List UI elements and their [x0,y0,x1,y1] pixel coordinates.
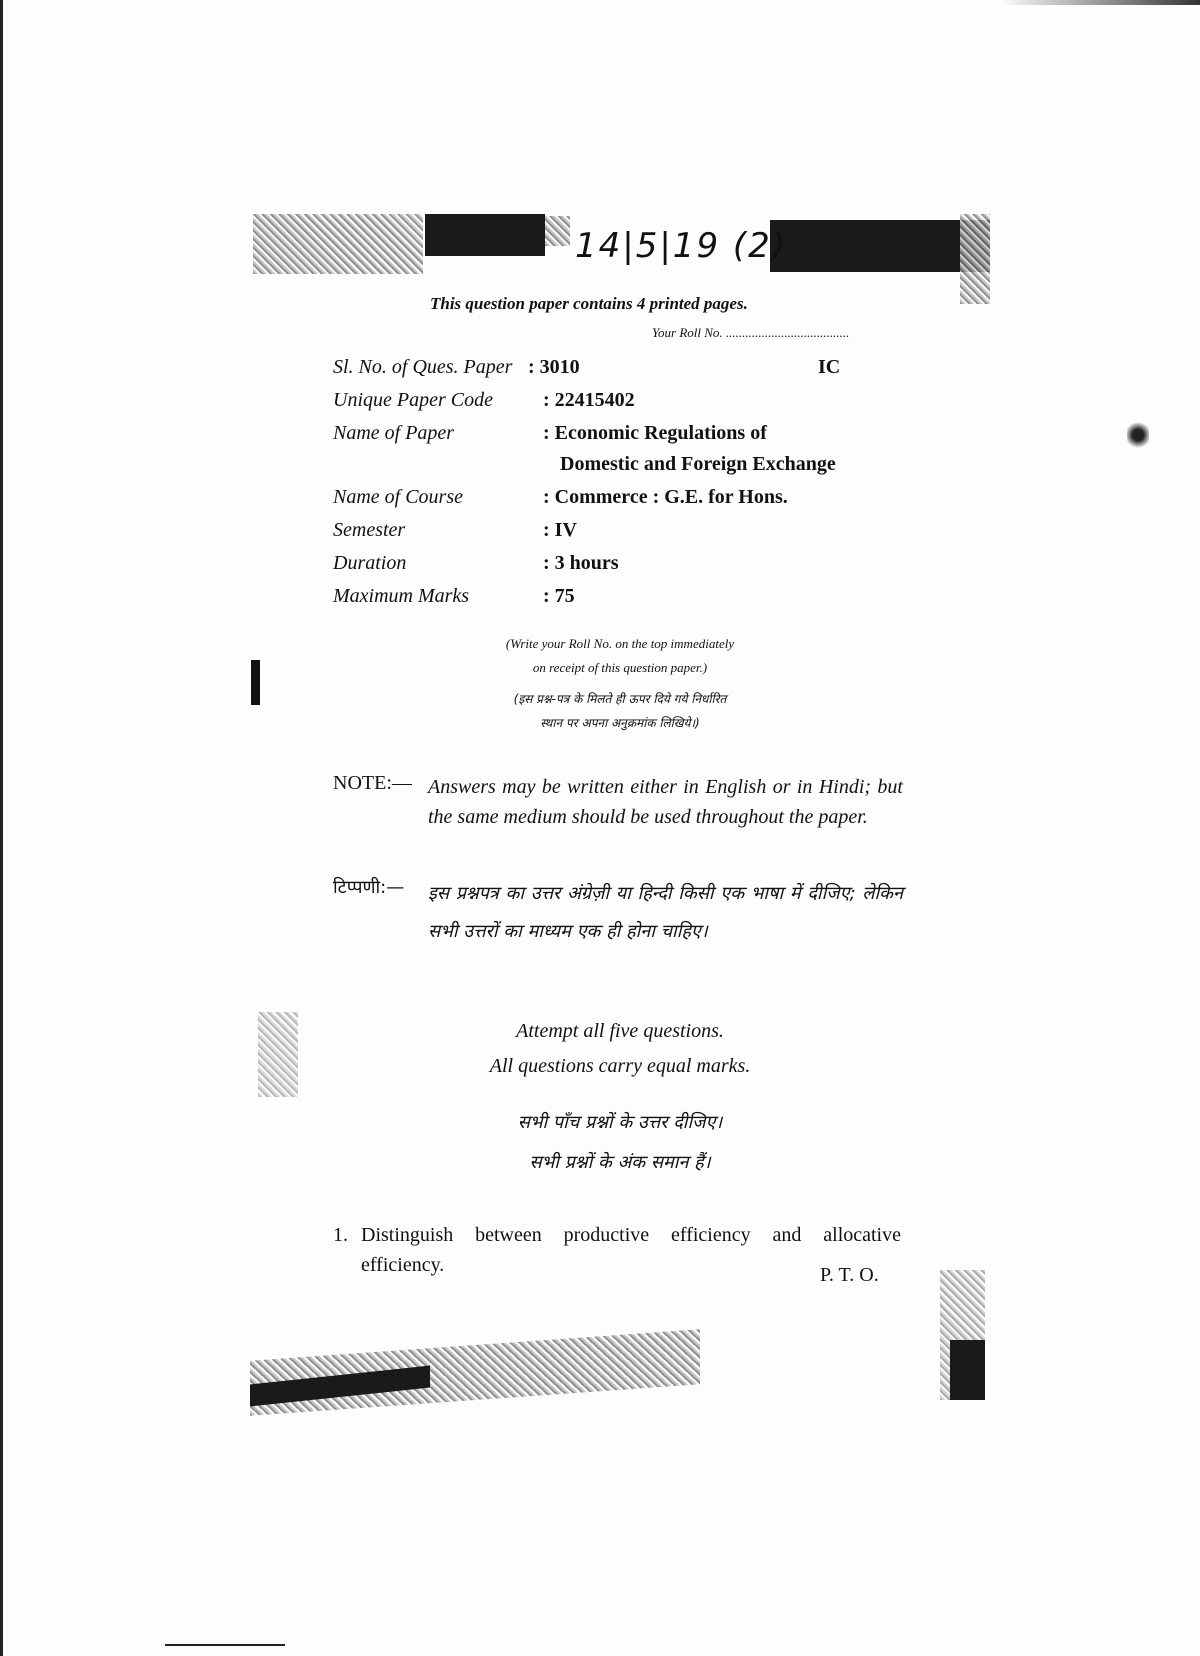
info-row-course [333,486,893,519]
info-row-sl-no [333,356,893,389]
paper-info-table [333,356,893,618]
redaction-bar-top-right [770,220,990,272]
course-value: : Commerce : G.E. for Hons. [543,486,788,508]
upc-value: : 22415402 [543,389,635,411]
attempt-all-line: Attempt all five questions. [516,1020,724,1042]
scan-noise-top-mid [545,216,570,246]
paper-name-label: Name of Paper [333,422,455,444]
roll-instruction-en-1: (Write your Roll No. on the top immediately [505,636,735,651]
info-row-upc [333,389,893,422]
info-row-marks [333,585,893,618]
duration-value: : 3 hours [543,552,619,574]
scan-noise-mid-left [258,1012,298,1097]
scan-smudge [1127,420,1149,450]
question-1-text: Distinguish between productive efficiency and allocative efficiency. [361,1224,901,1276]
note-text: Answers may be written either in English or in Hindi; but the same medium should be used throughout the paper. [428,776,903,828]
upc-label: Unique Paper Code [333,389,493,411]
scan-noise-top-right [960,214,990,304]
hindi-note-text: इस प्रश्नपत्र का उत्तर अंग्रेज़ी या हिन्दी किसी एक भाषा में दीजिए; लेकिन सभी उत्तरों का माध्यम एक ही होना चाहिए। [428,883,903,942]
semester-label: Semester [333,519,406,541]
scan-mark-bar [251,660,260,705]
scan-edge-top [1000,0,1200,5]
roll-instruction-en-2: on receipt of this question paper.) [532,660,708,675]
semester-value: : IV [543,519,577,541]
attempt-all-line-hindi: सभी पाँच प्रश्नों के उत्तर दीजिए। [517,1112,723,1133]
roll-instruction-hi-1: (इस प्रश्न-पत्र के मिलते ही ऊपर दिये गये निर्धारित [513,692,727,706]
equal-marks-line-hindi: सभी प्रश्नों के अंक समान हैं। [529,1152,711,1173]
paper-name-value: : Economic Regulations of [543,422,767,444]
note-label: NOTE:— [333,772,412,794]
redaction-bar-top-left [425,214,545,256]
info-row-paper-name [333,422,893,486]
handwritten-date: 14|5|19 (2) [575,226,788,266]
pages-note: This question paper contains 4 printed pages. [430,294,748,313]
scan-edge-left [0,0,3,1656]
pto-marker: P. T. O. [820,1264,879,1286]
code-mark: IC [818,356,841,378]
course-label: Name of Course [333,486,463,508]
roll-number-field: Your Roll No. ...................................... [652,325,850,340]
marks-label: Maximum Marks [333,585,470,607]
sl-no-value: : 3010 [528,356,580,378]
roll-instruction-hi-2: स्थान पर अपना अनुक्रमांक लिखिये।) [540,716,700,730]
sl-no-label: Sl. No. of Ques. Paper [333,356,513,378]
bottom-rule [165,1644,285,1646]
hindi-note-label: टिप्पणी:— [333,877,405,898]
paper-name-value-cont: Domestic and Foreign Exchange [560,453,836,475]
info-row-duration [333,552,893,585]
duration-label: Duration [333,552,407,574]
marks-value: : 75 [543,585,575,607]
question-1-number: 1. [333,1224,348,1246]
scan-noise-top-left [253,214,423,274]
scan-noise-bottom-left [250,1329,700,1415]
equal-marks-line: All questions carry equal marks. [489,1055,751,1077]
info-row-semester [333,519,893,552]
scan-dark-bottom-right [950,1340,985,1400]
